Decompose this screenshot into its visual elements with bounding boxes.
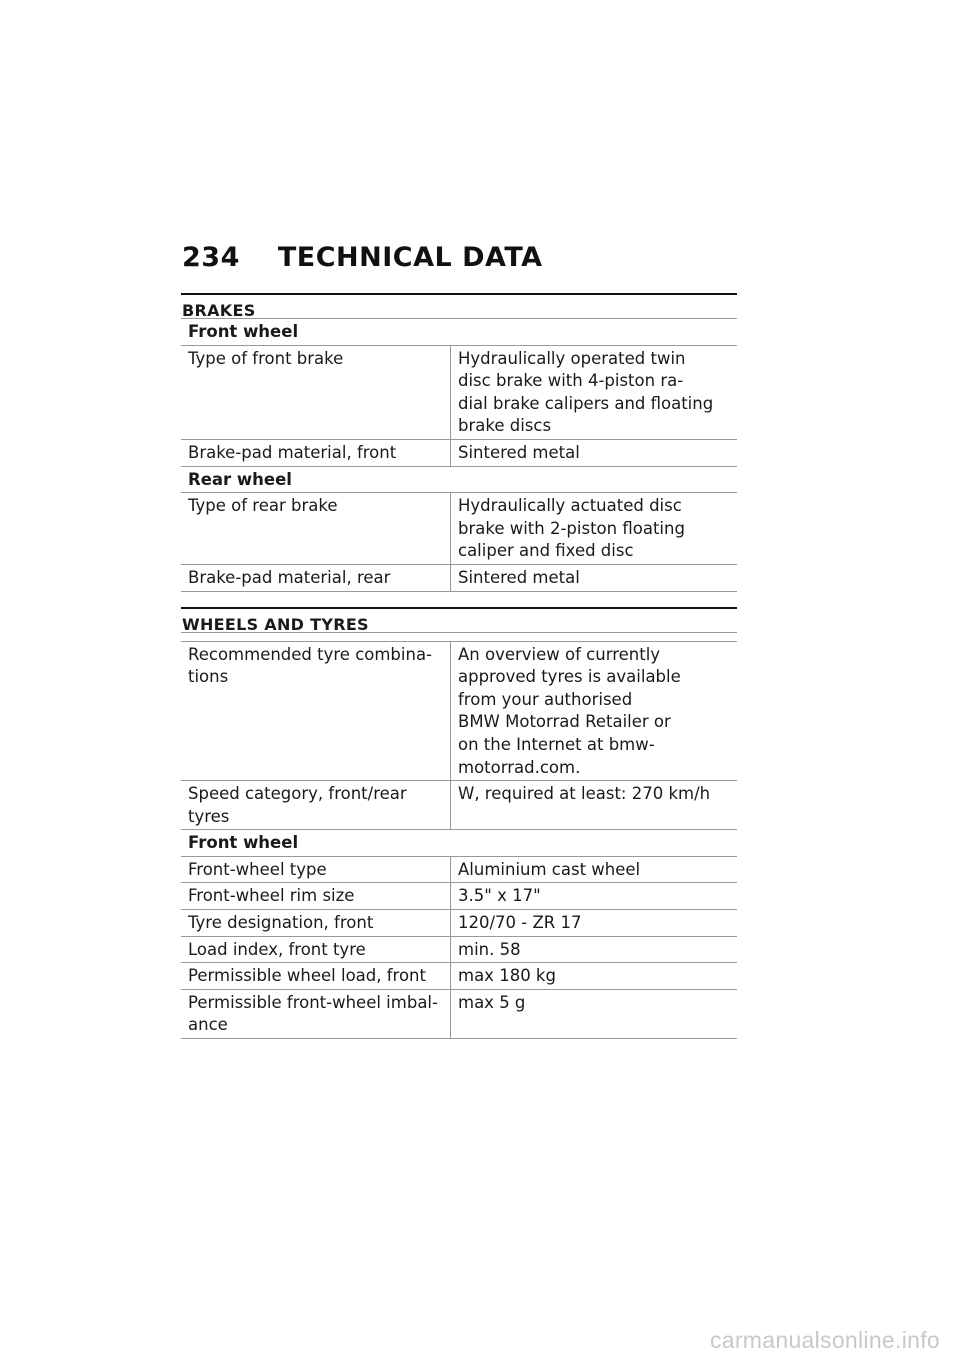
- row-value: [451, 990, 737, 1038]
- table-row: [181, 883, 737, 910]
- row-value: [451, 937, 737, 963]
- label-line: ance: [188, 1015, 228, 1035]
- label-line: Recommended tyre combina-: [188, 644, 433, 664]
- label-line: Permissible wheel load, front: [188, 966, 426, 986]
- row-label: [181, 440, 451, 466]
- row-label: [181, 493, 451, 564]
- row-value: [451, 642, 737, 781]
- label-line: Type of front brake: [188, 348, 344, 368]
- value-line: An overview of currently: [458, 644, 661, 664]
- page-header: [182, 242, 543, 273]
- section-title-brakes: BRAKES: [181, 293, 737, 319]
- value-line: caliper and fixed disc: [458, 541, 634, 561]
- table-row: [181, 937, 737, 964]
- value-line: Sintered metal: [458, 442, 580, 462]
- table-row: [181, 857, 737, 884]
- value-line: Hydraulically actuated disc: [458, 496, 682, 516]
- label-line: Brake-pad material, front: [188, 442, 397, 462]
- row-value: [451, 910, 737, 936]
- page-number: 234: [182, 242, 240, 273]
- table-row: [181, 990, 737, 1039]
- row-value: [451, 493, 737, 564]
- label-line: Type of rear brake: [188, 496, 338, 516]
- row-label: [181, 781, 451, 829]
- row-label: [181, 857, 451, 883]
- table-row: [181, 963, 737, 990]
- row-label: [181, 990, 451, 1038]
- page-title: TECHNICAL DATA: [277, 242, 543, 273]
- row-value: [451, 781, 737, 829]
- label-line: Load index, front tyre: [188, 939, 366, 959]
- value-line: disc brake with 4-piston ra-: [458, 371, 684, 391]
- table-row: [181, 346, 737, 440]
- row-value: [451, 857, 737, 883]
- value-line: min. 58: [458, 939, 521, 959]
- value-line: on the Internet at bmw-: [458, 734, 655, 754]
- value-line: motorrad.com.: [458, 757, 581, 777]
- table-row: [181, 910, 737, 937]
- wheels-section: [181, 607, 737, 1040]
- row-value: [451, 883, 737, 909]
- wheels-front-table: [181, 857, 737, 1039]
- row-value: [451, 346, 737, 439]
- table-row: [181, 642, 737, 782]
- value-line: max 180 kg: [458, 966, 556, 986]
- row-label: [181, 937, 451, 963]
- label-line: Permissible front-wheel imbal-: [188, 992, 438, 1012]
- value-line: Hydraulically operated twin: [458, 348, 686, 368]
- row-label: [181, 963, 451, 989]
- section-title-wheels: WHEELS AND TYRES: [181, 607, 737, 633]
- row-value: [451, 963, 737, 989]
- label-line: Front-wheel type: [188, 859, 327, 879]
- label-line: Tyre designation, front: [188, 913, 374, 933]
- label-line: Speed category, front/rear: [188, 784, 407, 804]
- row-label: [181, 346, 451, 439]
- value-line: dial brake calipers and floating: [458, 393, 714, 413]
- subheading-front-wheel-tyres: Front wheel: [181, 830, 737, 857]
- value-line: from your authorised: [458, 689, 633, 709]
- watermark: carmanualsonline.info: [709, 1327, 940, 1353]
- brakes-section: [181, 293, 737, 592]
- label-line: tyres: [188, 806, 230, 826]
- brakes-rear-table: [181, 493, 737, 591]
- value-line: 3.5" x 17": [458, 886, 541, 906]
- value-line: brake with 2-piston floating: [458, 518, 685, 538]
- section-spacer: [181, 633, 737, 642]
- brakes-front-table: [181, 346, 737, 467]
- table-row: [181, 493, 737, 565]
- value-line: approved tyres is available: [458, 667, 681, 687]
- value-line: BMW Motorrad Retailer or: [458, 712, 671, 732]
- row-value: [451, 565, 737, 591]
- row-label: [181, 642, 451, 781]
- label-line: Brake-pad material, rear: [188, 567, 391, 587]
- value-line: W, required at least: 270 km/h: [458, 784, 711, 804]
- subheading-rear-wheel-brakes: Rear wheel: [181, 467, 737, 494]
- wheels-general-table: [181, 642, 737, 831]
- label-line: Front-wheel rim size: [188, 886, 355, 906]
- content: [181, 293, 737, 1039]
- value-line: 120/70 - ZR 17: [458, 913, 582, 933]
- label-line: tions: [188, 667, 229, 687]
- row-label: [181, 910, 451, 936]
- value-line: Aluminium cast wheel: [458, 859, 641, 879]
- table-row: [181, 565, 737, 592]
- row-label: [181, 565, 451, 591]
- row-label: [181, 883, 451, 909]
- value-line: Sintered metal: [458, 567, 580, 587]
- table-row: [181, 440, 737, 467]
- subheading-front-wheel-brakes: Front wheel: [181, 319, 737, 346]
- table-row: [181, 781, 737, 830]
- value-line: max 5 g: [458, 992, 526, 1012]
- row-value: [451, 440, 737, 466]
- value-line: brake discs: [458, 416, 552, 436]
